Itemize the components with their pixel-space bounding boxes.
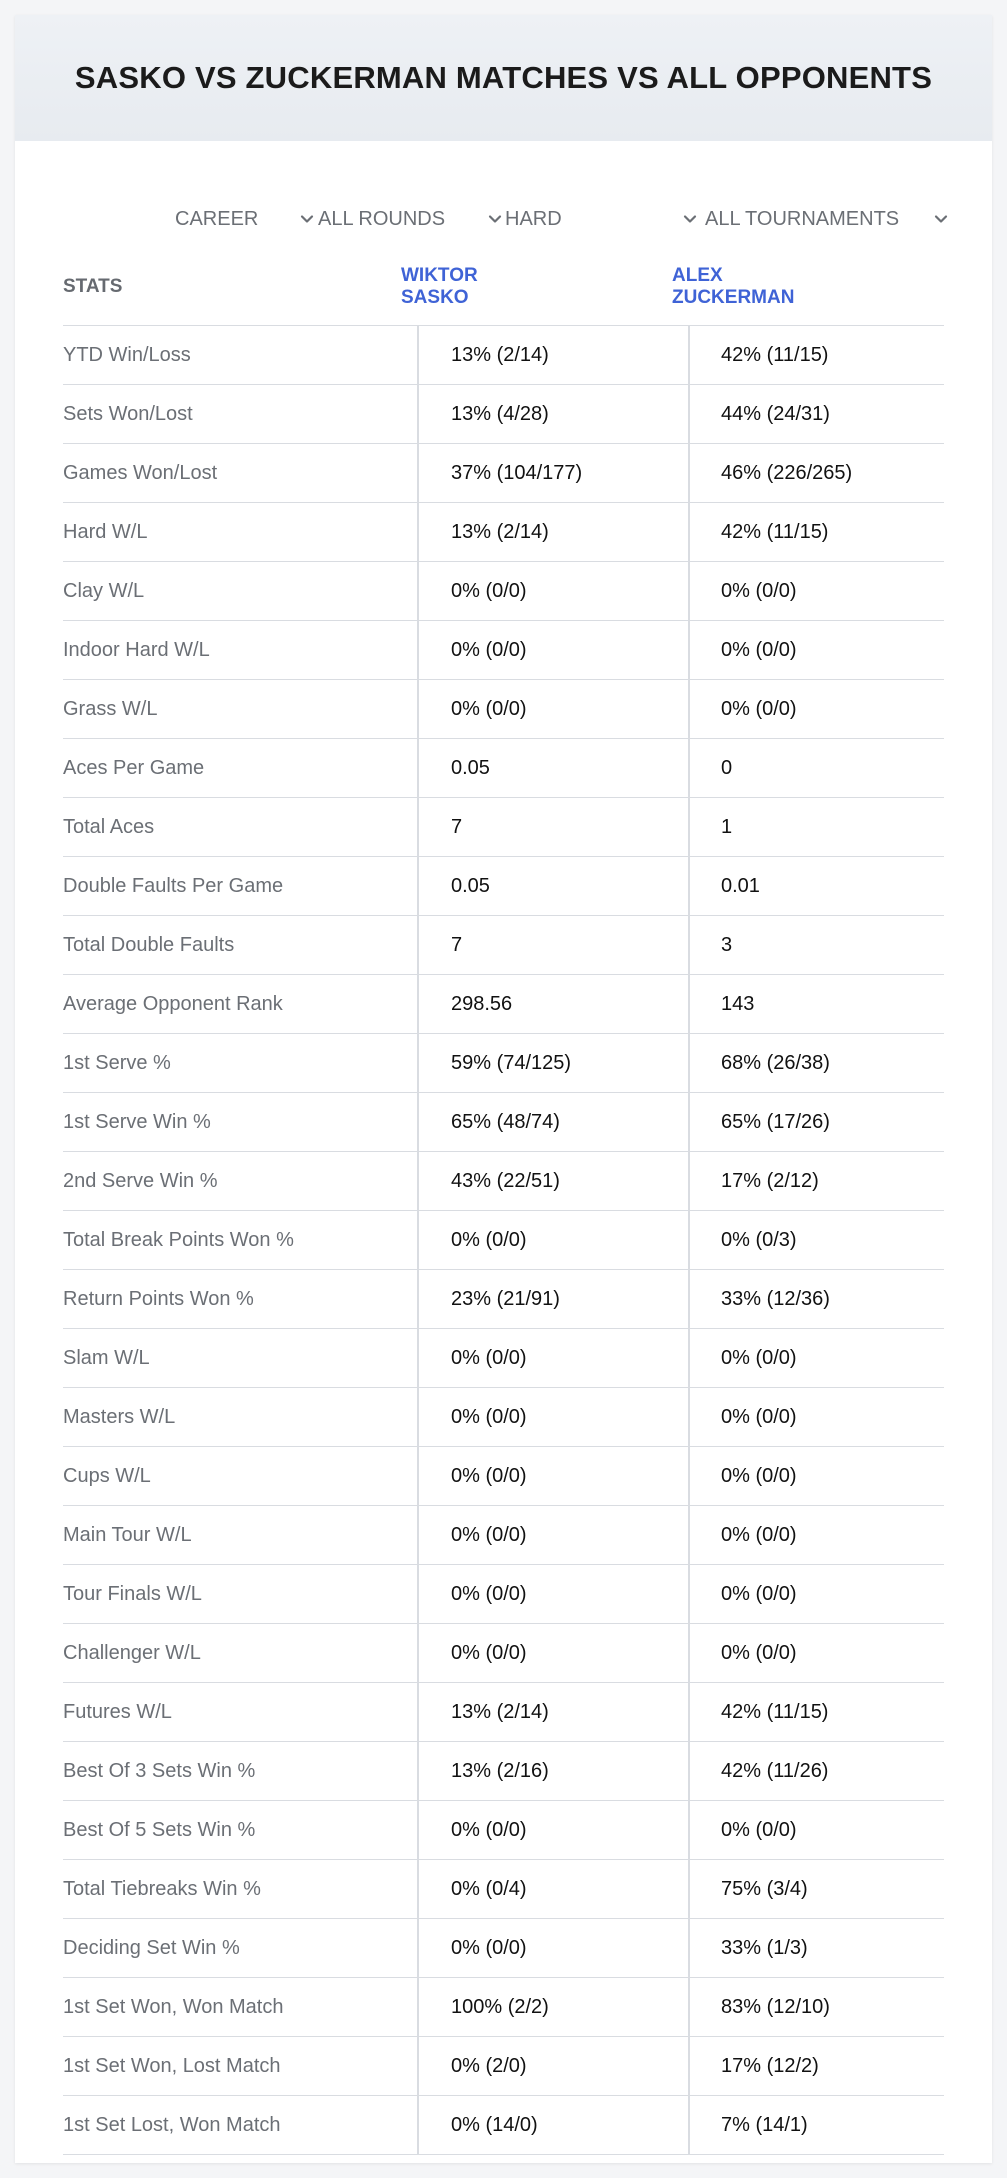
table-row [63,444,944,503]
table-row [63,2037,944,2096]
chevron-down-icon [933,211,949,227]
player1-value: 0% (0/0) [451,638,527,661]
stat-label: 1st Set Won, Won Match [63,1995,284,2018]
player2-value: 75% (3/4) [721,1877,808,1900]
stat-label: Total Break Points Won % [63,1228,294,1251]
player2-value: 0% (0/0) [721,1523,797,1546]
stat-label: Double Faults Per Game [63,874,284,897]
player2-value: 0% (0/0) [721,1405,797,1428]
stats-column-header: STATS [63,276,123,297]
chevron-down-icon [299,211,315,227]
player2-value: 0% (0/0) [721,579,797,602]
player2-value: 83% (12/10) [721,1995,830,2018]
table-row [63,1624,944,1683]
table-row [63,503,944,562]
stat-label: Cups W/L [63,1464,151,1487]
player1-value: 0% (0/0) [451,579,527,602]
filter-bar [15,189,992,249]
player1-value: 7 [451,933,463,956]
table-row [63,1801,944,1860]
player2-value: 33% (12/36) [721,1287,830,1310]
table-row [63,916,944,975]
player2-value: 143 [721,992,755,1015]
table-row [63,1860,944,1919]
tournaments-select-value: ALL TOURNAMENTS [705,207,900,230]
player2-value: 0% (0/0) [721,1346,797,1369]
table-row [63,621,944,680]
stat-label: Challenger W/L [63,1641,201,1664]
player1-value: 13% (2/14) [451,343,549,366]
rounds-select-value: ALL ROUNDS [318,207,446,230]
stat-label: Aces Per Game [63,756,205,779]
table-row [63,975,944,1034]
stat-label: Clay W/L [63,579,145,602]
table-row [63,1270,944,1329]
stat-label: Best Of 3 Sets Win % [63,1759,256,1782]
table-row [63,1683,944,1742]
player2-value: 17% (12/2) [721,2054,819,2077]
player1-column-header[interactable]: WIKTOR SASKO [401,265,478,308]
page-header [15,15,992,141]
player1-value: 0% (0/0) [451,1523,527,1546]
player2-value: 3 [721,933,733,956]
surface-select-value: HARD [505,207,562,230]
stats-card [15,15,992,2163]
stat-label: 2nd Serve Win % [63,1169,218,1192]
stat-label: Indoor Hard W/L [63,638,210,661]
table-row [63,1034,944,1093]
player2-value: 1 [721,815,733,838]
table-row [63,1093,944,1152]
player1-value: 0% (0/0) [451,1818,527,1841]
player2-value: 42% (11/15) [721,343,829,366]
stat-label: Slam W/L [63,1346,150,1369]
stat-label: Sets Won/Lost [63,402,193,425]
player1-value: 43% (22/51) [451,1169,560,1192]
player2-column-header[interactable]: ALEX ZUCKERMAN [672,265,795,308]
player1-value: 0% (0/0) [451,697,527,720]
player2-value: 65% (17/26) [721,1110,830,1133]
player2-value: 33% (1/3) [721,1936,808,1959]
stat-label: 1st Serve % [63,1051,171,1074]
table-row [63,1211,944,1270]
career-select-value: CAREER [175,207,259,230]
player1-value: 0% (0/0) [451,1641,527,1664]
stat-label: Total Double Faults [63,933,235,956]
player1-value: 59% (74/125) [451,1051,572,1074]
player2-value: 0% (0/0) [721,1464,797,1487]
player1-value: 0% (0/0) [451,1405,527,1428]
stat-label: Hard W/L [63,520,148,543]
page-title: SASKO VS ZUCKERMAN MATCHES VS ALL OPPONENTS [74,60,933,95]
table-row [63,1152,944,1211]
player1-value: 0.05 [451,874,490,897]
table-row [63,1742,944,1801]
table-row [63,562,944,621]
chevron-down-icon [487,211,503,227]
stat-label: 1st Set Won, Lost Match [63,2054,281,2077]
rounds-select[interactable] [318,189,503,249]
surface-select[interactable] [505,189,698,249]
player1-value: 0% (0/0) [451,1464,527,1487]
player2-value: 0% (0/0) [721,1641,797,1664]
player2-value: 0.01 [721,874,760,897]
table-header [63,249,944,326]
player1-value: 13% (2/14) [451,1700,549,1723]
table-row [63,739,944,798]
player2-value: 0% (0/0) [721,1582,797,1605]
table-row [63,1506,944,1565]
table-row [63,680,944,739]
stat-label: Total Aces [63,815,155,838]
stat-label: Futures W/L [63,1700,172,1723]
player1-value: 0% (0/4) [451,1877,527,1900]
stat-label: Deciding Set Win % [63,1936,240,1959]
player2-value: 17% (2/12) [721,1169,819,1192]
player2-value: 42% (11/15) [721,520,829,543]
player2-value: 68% (26/38) [721,1051,830,1074]
stat-label: Average Opponent Rank [63,992,283,1015]
player1-value: 65% (48/74) [451,1110,560,1133]
player2-value: 42% (11/15) [721,1700,829,1723]
player2-value: 44% (24/31) [721,402,830,425]
stat-label: 1st Serve Win % [63,1110,211,1133]
player1-value: 13% (2/16) [451,1759,549,1782]
table-row [63,1919,944,1978]
stat-label: YTD Win/Loss [63,343,191,366]
player2-value: 0 [721,756,733,779]
stat-label: Main Tour W/L [63,1523,192,1546]
player1-value: 23% (21/91) [451,1287,560,1310]
stat-label: Games Won/Lost [63,461,218,484]
player1-value: 100% (2/2) [451,1995,549,2018]
player2-value: 0% (0/0) [721,1818,797,1841]
player2-value: 0% (0/3) [721,1228,797,1251]
career-select[interactable] [175,189,315,249]
stat-label: 1st Set Lost, Won Match [63,2113,281,2136]
chevron-down-icon [682,211,698,227]
table-row [63,2096,944,2155]
player1-value: 13% (2/14) [451,520,549,543]
player1-value: 0% (14/0) [451,2113,538,2136]
player2-value: 0% (0/0) [721,697,797,720]
player1-value: 7 [451,815,463,838]
tournaments-select[interactable] [705,189,949,249]
player2-value: 7% (14/1) [721,2113,808,2136]
player1-value: 298.56 [451,992,513,1015]
table-row [63,1978,944,2037]
table-row [63,857,944,916]
player1-value: 0% (0/0) [451,1936,527,1959]
table-row [63,326,944,385]
player2-value: 42% (11/26) [721,1759,829,1782]
player1-value: 0% (0/0) [451,1346,527,1369]
stats-table [63,249,944,2155]
player2-value: 0% (0/0) [721,638,797,661]
stat-label: Masters W/L [63,1405,176,1428]
player1-value: 0% (0/0) [451,1582,527,1605]
stat-label: Return Points Won % [63,1287,254,1310]
table-row [63,1565,944,1624]
player1-value: 13% (4/28) [451,402,549,425]
stat-label: Best Of 5 Sets Win % [63,1818,256,1841]
stat-label: Total Tiebreaks Win % [63,1877,261,1900]
table-row [63,385,944,444]
player1-value: 37% (104/177) [451,461,583,484]
player1-value: 0.05 [451,756,490,779]
table-row [63,1447,944,1506]
table-row [63,1388,944,1447]
table-body [63,326,944,2155]
player2-value: 46% (226/265) [721,461,853,484]
stat-label: Tour Finals W/L [63,1582,202,1605]
player1-value: 0% (2/0) [451,2054,527,2077]
stat-label: Grass W/L [63,697,158,720]
player1-value: 0% (0/0) [451,1228,527,1251]
table-row [63,798,944,857]
table-row [63,1329,944,1388]
